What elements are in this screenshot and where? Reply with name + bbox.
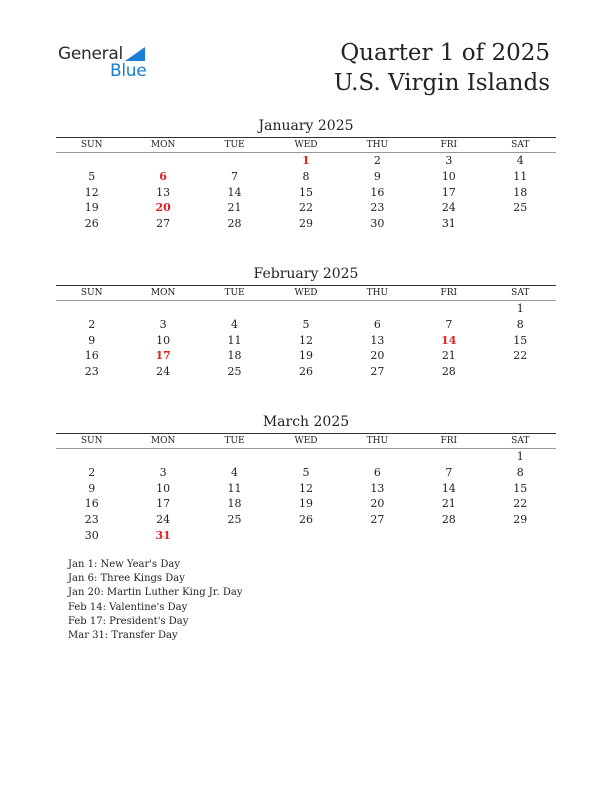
day-cell: 12 bbox=[84, 185, 99, 199]
day-cell: 29 bbox=[298, 217, 313, 231]
month-calendar bbox=[56, 413, 556, 544]
day-cell: 22 bbox=[513, 349, 528, 363]
day-cell: 8 bbox=[302, 169, 310, 183]
day-cell: 7 bbox=[445, 465, 453, 479]
day-cell: 10 bbox=[156, 481, 171, 495]
logo-triangle-icon bbox=[125, 47, 145, 61]
day-cell: 13 bbox=[156, 185, 171, 199]
month-grid bbox=[56, 286, 556, 380]
day-cell bbox=[56, 449, 127, 465]
week-row bbox=[56, 496, 556, 512]
day-cell: 4 bbox=[516, 154, 524, 167]
day-cell: 28 bbox=[441, 513, 456, 527]
weekday-header: MON bbox=[127, 434, 198, 449]
day-cell: 1 bbox=[516, 450, 524, 463]
weekday-header: SUN bbox=[56, 434, 127, 449]
day-cell bbox=[199, 449, 270, 465]
day-cell: 18 bbox=[513, 185, 528, 199]
day-cell: 3 bbox=[159, 465, 167, 479]
day-cell bbox=[127, 449, 198, 465]
week-row bbox=[56, 153, 556, 169]
week-row bbox=[56, 200, 556, 216]
day-cell: 26 bbox=[298, 513, 313, 527]
holiday-day-cell: 20 bbox=[155, 201, 171, 215]
weekday-header: TUE bbox=[199, 434, 270, 449]
day-cell: 25 bbox=[227, 513, 242, 527]
week-row bbox=[56, 512, 556, 528]
page-title bbox=[334, 38, 550, 98]
day-cell: 10 bbox=[441, 169, 456, 183]
day-cell: 24 bbox=[156, 365, 171, 379]
week-row bbox=[56, 317, 556, 333]
day-cell: 20 bbox=[370, 349, 385, 363]
day-cell: 3 bbox=[445, 154, 453, 167]
day-cell bbox=[485, 528, 556, 544]
day-cell: 16 bbox=[84, 349, 99, 363]
day-cell bbox=[199, 301, 270, 317]
week-row bbox=[56, 348, 556, 364]
day-cell bbox=[342, 301, 413, 317]
day-cell: 9 bbox=[373, 169, 381, 183]
day-cell: 31 bbox=[441, 217, 456, 231]
day-cell bbox=[413, 301, 484, 317]
day-cell: 30 bbox=[370, 217, 385, 231]
day-cell: 23 bbox=[370, 201, 385, 215]
holiday-note: Feb 14: Valentine's Day bbox=[68, 601, 188, 613]
weekday-header: THU bbox=[342, 138, 413, 153]
title-quarter: Quarter 1 of 2025 bbox=[340, 40, 550, 66]
day-cell: 21 bbox=[441, 349, 456, 363]
day-cell: 2 bbox=[88, 465, 96, 479]
weekday-header: SUN bbox=[56, 286, 127, 301]
holiday-day-cell: 14 bbox=[441, 333, 457, 347]
day-cell: 24 bbox=[156, 513, 171, 527]
day-cell bbox=[342, 449, 413, 465]
day-cell: 2 bbox=[373, 154, 381, 167]
weekday-header: TUE bbox=[199, 286, 270, 301]
day-cell: 28 bbox=[227, 217, 242, 231]
day-cell bbox=[199, 528, 270, 544]
day-cell: 11 bbox=[513, 169, 528, 183]
day-cell: 5 bbox=[302, 317, 310, 331]
day-cell bbox=[270, 528, 341, 544]
day-cell bbox=[56, 153, 127, 169]
day-cell: 22 bbox=[298, 201, 313, 215]
day-cell: 13 bbox=[370, 481, 385, 495]
day-cell: 23 bbox=[84, 513, 99, 527]
day-cell: 8 bbox=[516, 317, 524, 331]
day-cell bbox=[413, 449, 484, 465]
day-cell: 25 bbox=[513, 201, 528, 215]
logo-general-text: General bbox=[58, 44, 123, 64]
holiday-note: Feb 17: President's Day bbox=[68, 615, 189, 627]
day-cell: 1 bbox=[516, 302, 524, 315]
weekday-header: MON bbox=[127, 138, 198, 153]
day-cell: 30 bbox=[84, 528, 99, 542]
day-cell bbox=[56, 301, 127, 317]
weekday-header: WED bbox=[270, 138, 341, 153]
week-row bbox=[56, 216, 556, 232]
weekday-header: WED bbox=[270, 434, 341, 449]
weekday-header: MON bbox=[127, 286, 198, 301]
day-cell: 14 bbox=[441, 481, 456, 495]
weekday-header: FRI bbox=[413, 434, 484, 449]
day-cell: 25 bbox=[227, 365, 242, 379]
week-row bbox=[56, 481, 556, 497]
day-cell: 2 bbox=[88, 317, 96, 331]
day-cell: 6 bbox=[373, 317, 381, 331]
day-cell: 19 bbox=[84, 201, 99, 215]
day-cell: 21 bbox=[441, 497, 456, 511]
month-grid bbox=[56, 434, 556, 544]
day-cell: 11 bbox=[227, 481, 242, 495]
day-cell: 15 bbox=[513, 333, 528, 347]
day-cell: 21 bbox=[227, 201, 242, 215]
week-row bbox=[56, 528, 556, 544]
weekday-header: THU bbox=[342, 434, 413, 449]
holiday-day-cell: 6 bbox=[159, 169, 167, 183]
day-cell: 13 bbox=[370, 333, 385, 347]
weekday-header: SAT bbox=[485, 138, 556, 153]
day-cell bbox=[485, 216, 556, 232]
day-cell: 27 bbox=[370, 365, 385, 379]
holiday-day-cell: 1 bbox=[302, 154, 310, 167]
week-row bbox=[56, 185, 556, 201]
day-cell: 12 bbox=[298, 333, 313, 347]
day-cell: 3 bbox=[159, 317, 167, 331]
day-cell: 9 bbox=[88, 481, 96, 495]
weekday-header: WED bbox=[270, 286, 341, 301]
day-cell: 7 bbox=[231, 169, 239, 183]
month-calendar bbox=[56, 265, 556, 380]
weekday-header: SAT bbox=[485, 286, 556, 301]
day-cell: 15 bbox=[298, 185, 313, 199]
day-cell bbox=[485, 364, 556, 380]
month-title: February 2025 bbox=[253, 266, 359, 282]
holiday-note: Jan 20: Martin Luther King Jr. Day bbox=[68, 587, 243, 599]
day-cell: 14 bbox=[227, 185, 242, 199]
day-cell: 27 bbox=[370, 513, 385, 527]
holiday-day-cell: 17 bbox=[155, 349, 171, 363]
day-cell: 17 bbox=[156, 497, 171, 511]
month-title: March 2025 bbox=[262, 414, 350, 430]
weekday-header: FRI bbox=[413, 138, 484, 153]
week-row bbox=[56, 449, 556, 465]
day-cell: 11 bbox=[227, 333, 242, 347]
day-cell: 19 bbox=[298, 497, 313, 511]
day-cell: 20 bbox=[370, 497, 385, 511]
weekday-header: TUE bbox=[199, 138, 270, 153]
day-cell: 5 bbox=[88, 169, 96, 183]
holiday-note: Jan 6: Three Kings Day bbox=[68, 573, 185, 585]
day-cell: 26 bbox=[298, 365, 313, 379]
day-cell bbox=[127, 153, 198, 169]
logo-blue-text: Blue bbox=[110, 61, 147, 81]
day-cell: 7 bbox=[445, 317, 453, 331]
holiday-note: Mar 31: Transfer Day bbox=[68, 630, 178, 642]
day-cell: 22 bbox=[513, 497, 528, 511]
holiday-list bbox=[68, 558, 242, 643]
week-row bbox=[56, 169, 556, 185]
day-cell: 18 bbox=[227, 349, 242, 363]
day-cell bbox=[413, 528, 484, 544]
day-cell bbox=[270, 301, 341, 317]
day-cell: 8 bbox=[516, 465, 524, 479]
weekday-header: THU bbox=[342, 286, 413, 301]
day-cell: 23 bbox=[84, 365, 99, 379]
day-cell: 15 bbox=[513, 481, 528, 495]
week-row bbox=[56, 301, 556, 317]
week-row bbox=[56, 364, 556, 380]
day-cell: 17 bbox=[441, 185, 456, 199]
day-cell bbox=[127, 301, 198, 317]
day-cell: 12 bbox=[298, 481, 313, 495]
month-grid bbox=[56, 138, 556, 232]
day-cell: 10 bbox=[156, 333, 171, 347]
day-cell: 6 bbox=[373, 465, 381, 479]
title-region: U.S. Virgin Islands bbox=[333, 70, 550, 96]
day-cell: 4 bbox=[231, 465, 239, 479]
day-cell: 5 bbox=[302, 465, 310, 479]
day-cell bbox=[270, 449, 341, 465]
day-cell: 16 bbox=[370, 185, 385, 199]
day-cell bbox=[199, 153, 270, 169]
day-cell bbox=[342, 528, 413, 544]
day-cell: 26 bbox=[84, 217, 99, 231]
day-cell: 4 bbox=[231, 317, 239, 331]
holiday-note: Jan 1: New Year's Day bbox=[68, 559, 180, 570]
week-row bbox=[56, 465, 556, 481]
holiday-day-cell: 31 bbox=[155, 528, 171, 542]
day-cell: 16 bbox=[84, 497, 99, 511]
day-cell: 9 bbox=[88, 333, 96, 347]
weekday-header: SUN bbox=[56, 138, 127, 153]
day-cell: 29 bbox=[513, 513, 528, 527]
day-cell: 19 bbox=[298, 349, 313, 363]
day-cell: 28 bbox=[441, 365, 456, 379]
logo bbox=[58, 42, 168, 82]
day-cell: 18 bbox=[227, 497, 242, 511]
day-cell: 27 bbox=[156, 217, 171, 231]
month-title: January 2025 bbox=[258, 118, 354, 134]
day-cell: 24 bbox=[441, 201, 456, 215]
weekday-header: SAT bbox=[485, 434, 556, 449]
weekday-header: FRI bbox=[413, 286, 484, 301]
week-row bbox=[56, 333, 556, 349]
month-calendar bbox=[56, 117, 556, 232]
